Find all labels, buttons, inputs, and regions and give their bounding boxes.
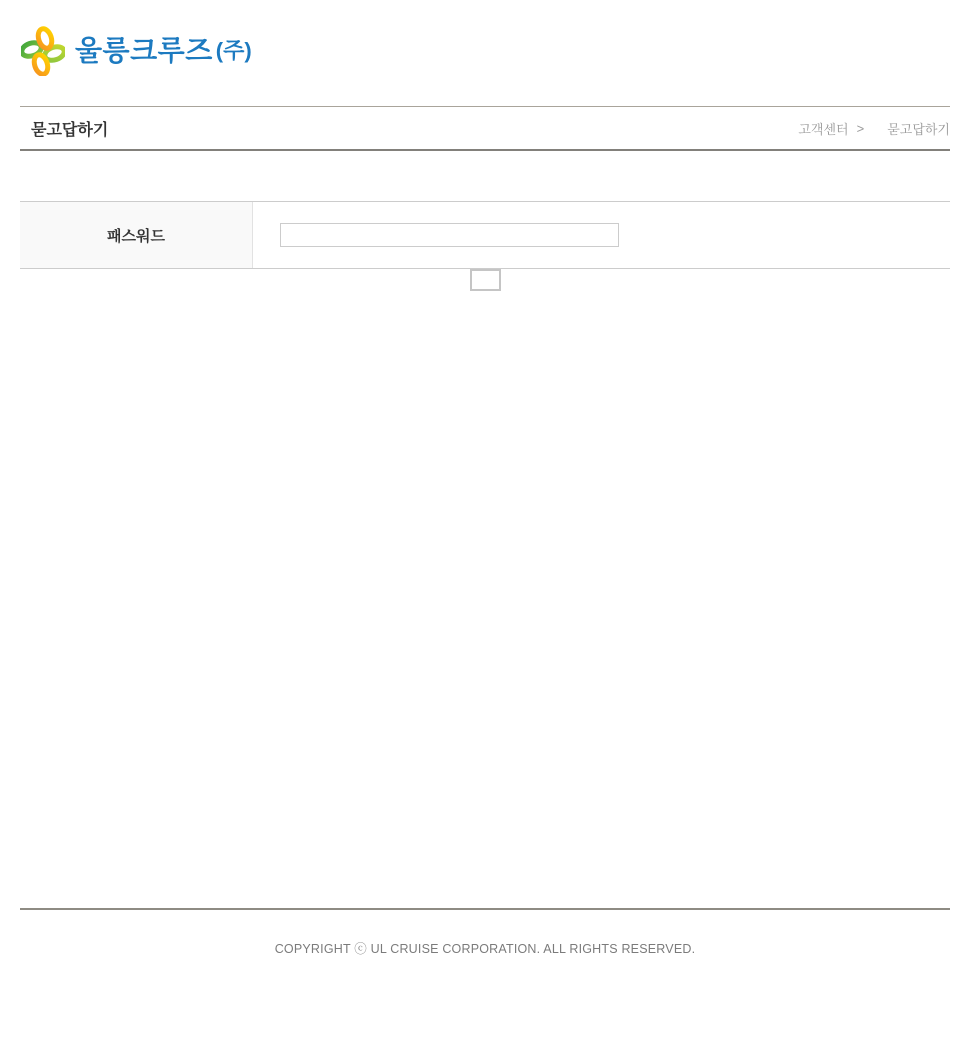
password-cell xyxy=(253,202,950,268)
logo-company-name: 울릉크루즈 xyxy=(75,35,213,66)
password-input[interactable] xyxy=(280,223,619,247)
confirm-button[interactable] xyxy=(470,269,501,291)
logo-flower-icon xyxy=(21,26,65,76)
copyright-text: COPYRIGHT ⓒ UL CRUISE CORPORATION. ALL RIGHTS RESERVED. xyxy=(274,942,696,956)
logo[interactable] xyxy=(21,26,252,76)
footer-divider xyxy=(20,908,950,910)
breadcrumb xyxy=(798,119,950,138)
logo-company-suffix: (주) xyxy=(215,38,252,63)
breadcrumb-current-page: 묻고답하기 xyxy=(887,121,950,137)
title-bar xyxy=(20,106,950,151)
page-title: 묻고답하기 xyxy=(31,121,109,139)
breadcrumb-separator: > xyxy=(856,120,865,136)
table-row xyxy=(20,202,950,268)
password-label: 패스워드 xyxy=(20,202,253,268)
password-form-table xyxy=(20,201,950,269)
breadcrumb-item-customer-center[interactable]: 고객센터 xyxy=(798,121,849,137)
